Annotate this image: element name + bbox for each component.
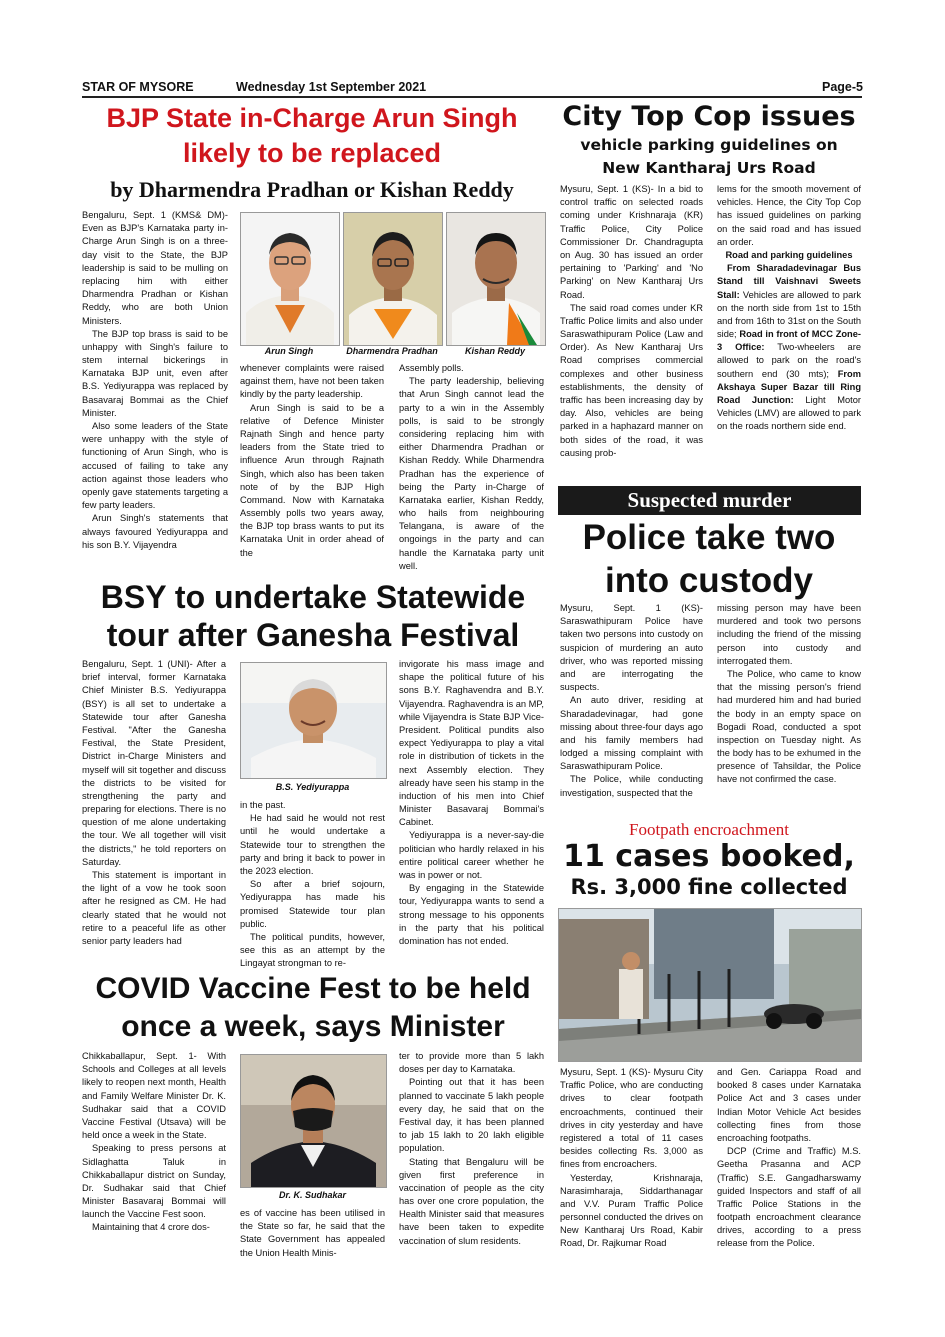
article-paragraph: The party leadership, believing that Arun Singh cannot lead the party to a win in the Assembly polls, is said to be strongly considering replacing him with either Dharmendra Pradhan or Kishan Reddy. While Dharmendra Pradhan has the experience of being the Party in-Charge of Karnataka earlier, Kishan Reddy, who hails from neighbouring Telangana, is aware of the ongoings in the party and can handle the Karnataka party unit well. [399,376,544,571]
art4-col1 [82,658,226,968]
art2-headline-l3: New Kantharaj Urs Road [602,159,816,177]
art2-col2 [717,183,861,475]
masthead-date: Wednesday 1st September 2021 [236,80,427,94]
art2-headline-l1: City Top Cop issues [562,101,856,132]
photo-arun-singh [240,212,340,346]
article-paragraph: in the past. [240,800,286,810]
article-paragraph: whenever complaints were raised against them, have not been taken kindly by the party leadership. [240,363,384,400]
caption-arun-singh: Arun Singh [264,346,314,356]
art1-col1 [82,209,228,575]
caption-kishan-reddy: Kishan Reddy [464,346,525,356]
guideline-text: Vehicles are allowed to park on the north side from 1st to 15th and from 16th to 31st on the South side; [717,289,861,340]
photo-kishan-reddy [446,212,546,346]
article-paragraph: Bengaluru, Sept. 1 (UNI)- After a brief interval, former Karnataka Chief Minister B.S. Yediyurappa (BSY) is all set to undertake a Statewide tour after Ganesha Festival. "After the Ganesha Festival, the State President, District in-Charge Ministers and myself will sit together and discuss the districts to be visited for strengthening the party and preparing for elections. There is no question of me alone undertaking the tour. We all together will visit the districts," he told reporters on Saturday. [82,659,226,867]
art1-headline-l1: BJP State in-Charge Arun Singh [106,103,518,133]
art5-headline-l1: 11 cases booked, [563,839,855,874]
art3-col2 [717,602,861,814]
guideline-location: From Akshaya Super Bazar till Ring Road Junction: [717,368,861,405]
article-paragraph: The said road comes under KR Traffic Police limits and also under Saraswathipuram Police (Law and Order). As New Kantharaj Urs Road comprises commercial complexes and other business establishments, the density of traffic has been increasing day by day. Also, vehicles are being parked in a haphazard manner on both sides of the road, it was causing prob- [560,302,703,458]
art6-col2 [240,1207,385,1267]
guideline-text: Two-wheelers are allowed to park on the road's southern end (30 mts); [717,342,861,379]
photo-footpath-encroachment [558,908,862,1062]
article-paragraph: Pointing out that it has been planned to vaccinate 5 lakh people every day, he said that on the Festival day, it has been planned to jab 15 lakh to 20 lakh eligible population. [399,1077,544,1154]
art1-col2 [240,362,384,575]
art4-col2 [240,799,385,968]
article-paragraph: The Police, while conducting investigation, suspected that the [560,774,703,798]
article-paragraph: Arun Singh's statements that always favoured Yediyurappa and his son B.Y. Vijayendra [82,513,228,550]
article-paragraph: This statement is important in the light of a vow he took soon after he resigned as CM. He had clearly stated that he would not retire to a peaceful life as other senior party leaders had [82,870,226,946]
art6-headline-l1: COVID Vaccine Fest to be held [95,972,531,1005]
article-paragraph: DCP (Crime and Traffic) M.S. Geetha Prasanna and ACP (Traffic) S.E. Gangadharswamy guided Inspectors and staff of all Traffic Police Stations in the footpath encroachment clearance drives, according to a press release from the Police. [717,1146,861,1249]
article-paragraph: ter to provide more than 5 lakh doses per day to Karnataka. [399,1051,544,1075]
article-subhead: Road and parking guidelines [725,249,853,260]
photo-dr-k-sudhakar [240,1054,387,1188]
caption-dharmendra-pradhan: Dharmendra Pradhan [346,346,438,356]
caption-bs-yediyurappa: B.S. Yediyurappa [275,782,350,792]
article-paragraph: Speaking to press persons at Sidlaghatta Taluk in Chikkaballapur district on Sunday, Dr. Sudhakar said that Chief Minister Basavaraj Bommai will launch the Vaccine Fest soon. [82,1143,226,1220]
article-paragraph: Yesterday, Krishnaraja, Narasimharaja, Siddarthanagar and V.V. Puram Traffic Police personnel conducted the drives on New Kantharaj Urs Road, Kabir Road, Dr. Rajkumar Road [560,1172,703,1249]
art1-col3 [399,362,544,575]
art4-col3 [399,658,544,968]
article-paragraph: invigorate his mass image and shape the political future of his sons B.Y. Raghavendra and B.Y. Vijayendra. Raghavendra is an MP, while Vijayendra is State BJP Vice-President. Political pundits also expect Yediyurappa to play a vital role in distribution of tickets in the next Assembly election. They already have seen his stamp in the induction of his men into Chief Minister Basavaraj Bommai's Cabinet. [399,659,544,828]
art3-col1 [560,602,703,814]
photo-bs-yediyurappa [240,662,387,779]
art3-kicker: Suspected murder [558,486,861,515]
art6-headline-l2: once a week, says Minister [121,1010,505,1043]
article-paragraph: An auto driver, residing at Sharadadevinagar, had gone missing about three-four days ago and his family members had lodged a missing complaint with Saraswathipuram Police. [560,695,703,772]
masthead-paper: STAR OF MYSORE [82,80,194,94]
art5-col2 [717,1066,861,1266]
art4-headline-l1: BSY to undertake Statewide [100,579,526,615]
article-paragraph: Arun Singh is said to be a relative of Defence Minister Rajnath Singh and hence party leaders from the State tried to influence Arun through Rajnath Singh, which also has been taken note of by the BJP High Command. Now with Karnataka Assembly polls two years away, the BJP top brass wants to put its Karnataka Unit in order ahead of the [240,402,384,558]
article-paragraph: Yediyurappa is a never-say-die politician who hardly relaxed in his entire political career whether he was in power or not. [399,830,544,880]
art6-col3 [399,1050,544,1268]
art5-kicker: Footpath encroachment [628,820,790,839]
art2-headline-l2: vehicle parking guidelines on [580,136,838,154]
art5-col1 [560,1066,703,1266]
article-paragraph: By engaging in the Statewide tour, Yediyurappa wants to send a strong message to his opponents in the party that his political domination has not ended. [399,883,544,946]
photo-dharmendra-pradhan [343,212,443,346]
guideline-location: Road in front of MCC Zone-3 Office: [717,329,861,353]
art6-col1 [82,1050,226,1268]
article-paragraph: Stating that Bengaluru will be given first preference in vaccination of people as the city has over one crore population, the Health Minister said that measures have been taken to expedite vaccination of slum residents. [399,1156,544,1246]
article-paragraph: missing person may have been murdered and took two persons including the friend of the missing person into custody and interrogated them. [717,603,861,666]
article-paragraph: Also some leaders of the State were unhappy with the style of functioning of Arun Singh, who is accused of failing to take any action against those leaders who openly gave statements targeting a few party leaders. [82,421,228,511]
art4-headline-l2: tour after Ganesha Festival [106,617,520,653]
article-paragraph: es of vaccine has been utilised in the State so far, he said that the State Government has appealed the Union Health Minis- [240,1208,385,1258]
article-paragraph: Maintaining that 4 crore dos- [92,1222,210,1233]
caption-dr-k-sudhakar: Dr. K. Sudhakar [278,1190,347,1200]
guideline-location: From Sharadadevinagar Bus Stand till Vaishnavi Sweets Stall: [717,263,861,300]
article-paragraph: Bengaluru, Sept. 1 (KMS& DM)- Even as BJP's Karnataka party in-Charge Arun Singh is on a three-day visit to the State, the BJP leadership is said to be mulling on replacing him with either Dharmendra Pradhan or Kishan Reddy, who are both Union Ministers. [82,210,228,326]
guideline-text: Light Motor Vehicles (LMV) are allowed to park on the roads northern side end. [717,395,861,432]
article-paragraph: He had said he would not rest until he would undertake a Statewide tour to strengthen the party and bring it back to power in the 2023 election. [240,813,385,876]
article-paragraph: Mysuru, Sept. 1 (KS)- In a bid to control traffic on selected roads coming under Krishnaraja (KR) Traffic Police, City Police Commissioner Dr. Chandragupta on Aug. 30 has issued an order pertaining to 'Parking' and 'No Parking' on New Kantharaj Urs Road. [560,184,703,300]
art3-headline-l1: Police take two [582,518,836,557]
article-paragraph: Chikkaballapur, Sept. 1- With Schools and Colleges at all levels likely to reopen next month, Health and Family Welfare Minister Dr. K. Sudhakar said that a COVID Vaccine Festival (Utsava) will be held once a week in the State. [82,1051,226,1141]
article-paragraph: and Gen. Cariappa Road and booked 8 cases under Karnataka Police Act and 3 cases under Indian Motor Vehicle Act besides collecting fines from those encroaching footpaths. [717,1067,861,1143]
article-paragraph: Assembly polls. [399,363,464,373]
masthead-page: Page-5 [822,80,863,94]
art1-subhead: by Dharmendra Pradhan or Kishan Reddy [110,177,514,202]
article-paragraph: The BJP top brass is said to be unhappy with Singh's failure to stem internal bickerings in Karnataka BJP unit, even after B.S. Yediyurappa was replaced by Basavaraj Bommai as the Chief Minister. [82,328,228,418]
art2-col1 [560,183,703,475]
article-paragraph: Mysuru, Sept. 1 (KS)- Mysuru City Traffic Police, who are conducting drives to clear footpath encroachments, continued their drives in city yesterday and have registered a total of 11 cases besides collecting Rs. 3,000 as fines from encroachers. [560,1067,703,1170]
article-paragraph: So after a brief sojourn, Yediyurappa has made his promised Statewide tour plan public. [240,879,385,929]
article-paragraph: Mysuru, Sept. 1 (KS)- Saraswathipuram Police have taken two persons into custody on suspicion of murdering an auto driver, who was reported missing and are interrogating the suspects. [560,603,703,693]
art1-headline-l2: likely to be replaced [182,138,442,168]
article-paragraph: The political pundits, however, see this as an attempt by the Lingayat strongman to re- [240,931,385,969]
masthead-rule [82,96,862,98]
art3-headline-l2: into custody [604,561,814,600]
article-paragraph: lems for the smooth movement of vehicles. Hence, the City Top Cop has issued guidelines on parking on the said road and has issued an order. [717,184,861,247]
art5-headline-l2: Rs. 3,000 fine collected [570,875,848,899]
article-paragraph: The Police, who came to know that the missing person's friend had murdered him and had buried the body in an empty space on Bogadi Road, conducted a spot inspection on Tuesday night. As the body has to be exhumed in the presence of Tahsildar, the Police have not confirmed the case. [717,668,861,785]
